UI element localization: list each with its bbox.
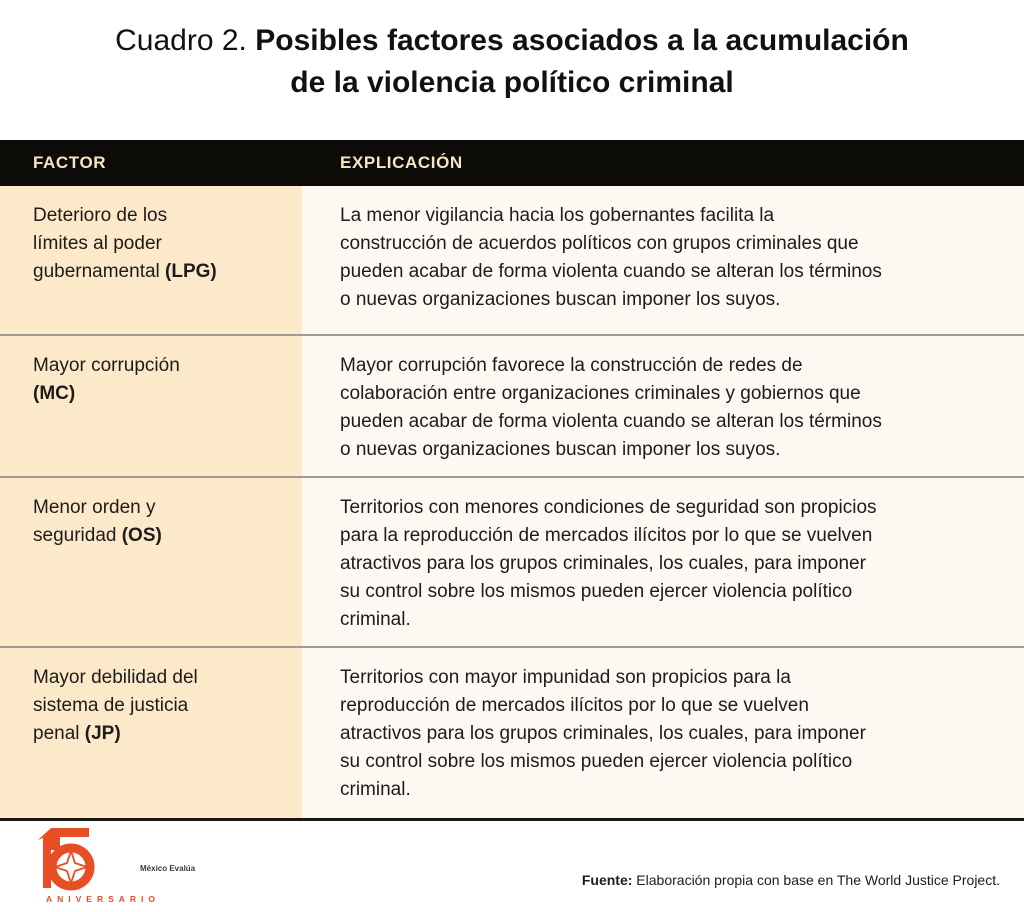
brand-name: México Evalúa bbox=[140, 864, 196, 873]
table-row bbox=[0, 646, 1024, 818]
table-row bbox=[0, 186, 1024, 334]
title-bold-line-1: Posibles factores asociados a la acumulación bbox=[255, 24, 909, 57]
anniversary-15-glyph bbox=[38, 828, 90, 888]
explanation-text-line: colaboración entre organizaciones criminales y gobiernos que bbox=[340, 383, 861, 404]
explanation-cell bbox=[302, 648, 1024, 818]
factor-cell bbox=[0, 186, 302, 334]
source-label: Fuente: bbox=[581, 872, 633, 888]
title-line-2 bbox=[0, 62, 1024, 104]
title-bold-line-2: de la violencia político criminal bbox=[290, 66, 734, 99]
explanation-text-line: Territorios con mayor impunidad son propicios para la bbox=[340, 667, 791, 688]
factor-cell bbox=[0, 648, 302, 818]
factors-table bbox=[0, 140, 1024, 821]
column-header-factor: FACTOR bbox=[33, 153, 107, 172]
table-title bbox=[0, 0, 1024, 104]
title-line-1 bbox=[0, 20, 1024, 62]
explanation-cell bbox=[302, 186, 1024, 334]
column-header-explicacion: EXPLICACIÓN bbox=[340, 153, 463, 172]
anniversary-label: ANIVERSARIO bbox=[46, 894, 161, 904]
explanation-text-line: La menor vigilancia hacia los gobernantes facilita la bbox=[340, 205, 775, 226]
factor-cell bbox=[0, 336, 302, 476]
explanation-text-line: atractivos para los grupos criminales, los cuales, para imponer bbox=[340, 553, 866, 574]
mexico-evalua-15-anniversary-logo bbox=[36, 824, 256, 908]
factor-text-line: Mayor debilidad del bbox=[33, 667, 198, 688]
explanation-text-line: para la reproducción de mercados ilícitos por lo que se vuelven bbox=[340, 525, 873, 546]
factor-text-line: penal (JP) bbox=[33, 723, 121, 744]
factor-text-line: límites al poder bbox=[33, 233, 162, 254]
table-header-row bbox=[0, 140, 1024, 186]
source-note bbox=[582, 872, 1000, 888]
factor-text-line: sistema de justicia bbox=[33, 695, 189, 716]
factor-text-line: Deterioro de los bbox=[33, 205, 168, 226]
factor-cell bbox=[0, 478, 302, 646]
explanation-text-line: su control sobre los mismos pueden ejercer violencia político bbox=[340, 581, 853, 602]
explanation-text-line: criminal. bbox=[340, 609, 411, 630]
explanation-text-line: o nuevas organizaciones buscan imponer los suyos. bbox=[340, 439, 781, 460]
explanation-text-line: o nuevas organizaciones buscan imponer los suyos. bbox=[340, 289, 781, 310]
explanation-text-line: Mayor corrupción favorece la construcción de redes de bbox=[340, 355, 803, 376]
table-row bbox=[0, 334, 1024, 476]
explanation-text-line: construcción de acuerdos políticos con grupos criminales que bbox=[340, 233, 859, 254]
factor-text-line: Mayor corrupción bbox=[33, 355, 180, 376]
table-row bbox=[0, 476, 1024, 646]
factor-text-line: (MC) bbox=[33, 383, 76, 404]
factor-text-line: gubernamental (LPG) bbox=[33, 261, 217, 282]
explanation-text-line: Territorios con menores condiciones de seguridad son propicios bbox=[340, 497, 877, 518]
factor-text-line: seguridad (OS) bbox=[33, 525, 162, 546]
factor-text-line: Menor orden y bbox=[33, 497, 156, 518]
explanation-text-line: reproducción de mercados ilícitos por lo que se vuelven bbox=[340, 695, 809, 716]
explanation-text-line: criminal. bbox=[340, 779, 411, 800]
table-body bbox=[0, 186, 1024, 818]
explanation-text-line: atractivos para los grupos criminales, los cuales, para imponer bbox=[340, 723, 866, 744]
source-text: Elaboración propia con base en The World Justice Project. bbox=[632, 872, 1000, 888]
explanation-cell bbox=[302, 478, 1024, 646]
explanation-text-line: su control sobre los mismos pueden ejercer violencia político bbox=[340, 751, 853, 772]
title-prefix: Cuadro 2. bbox=[115, 24, 256, 57]
explanation-text-line: pueden acabar de forma violenta cuando se alteran los términos bbox=[340, 411, 882, 432]
explanation-cell bbox=[302, 336, 1024, 476]
explanation-text-line: pueden acabar de forma violenta cuando se alteran los términos bbox=[340, 261, 882, 282]
